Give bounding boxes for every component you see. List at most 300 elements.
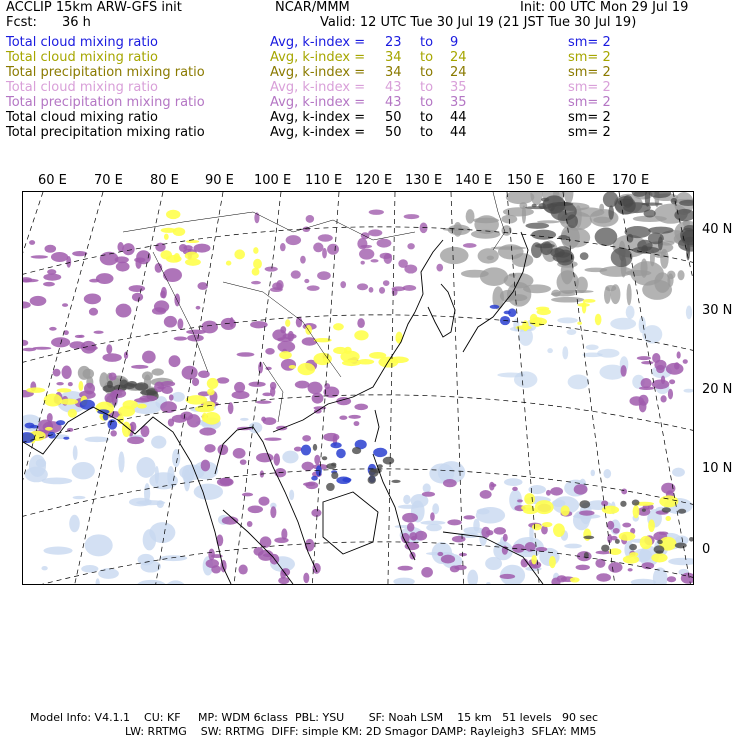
legend-sm: sm= 2 — [568, 95, 611, 110]
lon-label: 100 E — [254, 173, 292, 188]
cloud-light-blue — [547, 348, 553, 353]
precip-magenta — [93, 331, 103, 334]
precip-magenta — [69, 341, 85, 349]
precip-magenta — [281, 359, 296, 371]
precip-magenta — [242, 493, 253, 497]
convective-cell — [620, 501, 626, 507]
legend-sm: sm= 2 — [568, 50, 611, 65]
precip-magenta — [248, 505, 263, 513]
cloud-light-blue — [626, 306, 635, 319]
precip-magenta — [447, 519, 461, 525]
precip-magenta — [23, 301, 31, 308]
cloud-blue — [330, 442, 341, 448]
legend-k2: 24 — [450, 50, 467, 65]
precip-magenta — [348, 415, 361, 419]
precip-magenta — [621, 489, 627, 495]
convective-cell — [326, 483, 335, 491]
legend-name: Total precipitation mixing ratio — [6, 95, 205, 110]
cloud-light-blue — [603, 469, 611, 478]
cloud-blue — [490, 305, 500, 309]
valid-time: Valid: 12 UTC Tue 30 Jul 19 (21 JST Tue 30 Jul 19) — [320, 15, 637, 30]
cloud-blue — [56, 420, 65, 425]
precip-magenta — [272, 282, 282, 290]
map-canvas — [23, 192, 693, 584]
precip-magenta — [452, 536, 466, 543]
precip-magenta — [536, 547, 548, 552]
precip-magenta — [256, 400, 272, 403]
precip-magenta — [247, 521, 253, 527]
precip-magenta — [574, 484, 588, 495]
cloud-yellow — [357, 359, 374, 364]
precip-magenta — [116, 304, 132, 318]
precip-magenta — [106, 344, 112, 354]
legend-avg: Avg, k-index = — [270, 95, 366, 110]
cloud-yellow — [369, 352, 386, 359]
cloud-dark-gray — [525, 206, 551, 209]
precip-magenta — [318, 234, 333, 241]
legend-name: Total cloud mixing ratio — [6, 50, 159, 65]
precip-magenta — [613, 528, 620, 534]
cloud-yellow — [619, 532, 636, 541]
precip-magenta — [608, 562, 622, 573]
precip-magenta — [517, 499, 523, 502]
legend-sm: sm= 2 — [568, 35, 611, 50]
precip-magenta — [265, 266, 278, 271]
cloud-yellow — [226, 261, 231, 266]
convective-cell — [368, 476, 376, 484]
precip-magenta — [233, 448, 246, 459]
precip-magenta — [314, 455, 320, 465]
precip-magenta — [288, 331, 294, 342]
cloud-yellow — [60, 399, 79, 405]
precip-magenta — [272, 329, 286, 340]
precip-magenta — [108, 372, 116, 380]
cloud-dark-gray — [535, 243, 555, 248]
cloud-dark-gray — [580, 252, 589, 260]
precip-magenta — [405, 542, 420, 550]
convective-cell — [383, 457, 394, 465]
precip-magenta — [546, 490, 551, 496]
precip-magenta — [131, 365, 148, 369]
precip-magenta — [238, 565, 247, 575]
cloud-dark-gray — [531, 230, 556, 240]
precip-magenta — [311, 509, 321, 517]
cloud-yellow — [595, 314, 602, 326]
legend-to: to — [420, 80, 434, 95]
cloud-yellow — [78, 381, 83, 391]
precip-magenta — [43, 282, 55, 287]
precip-magenta — [302, 337, 318, 345]
precip-magenta — [369, 287, 374, 293]
cloud-gray — [491, 246, 527, 249]
cloud-light-blue — [473, 519, 480, 532]
precip-magenta — [265, 348, 275, 355]
cloud-blue — [80, 400, 95, 410]
cloud-dark-gray — [595, 228, 618, 246]
cloud-gray — [461, 270, 489, 278]
cloud-gray — [590, 209, 619, 227]
cloud-gray — [478, 248, 499, 263]
precip-magenta — [369, 210, 384, 215]
convective-cell — [352, 447, 361, 454]
precip-magenta — [500, 574, 516, 579]
precip-magenta — [481, 527, 490, 538]
cloud-yellow — [173, 227, 186, 236]
cloud-light-blue — [118, 451, 124, 472]
cloud-light-blue — [85, 534, 113, 556]
precip-magenta — [84, 383, 95, 395]
cloud-gray — [610, 284, 620, 304]
cloud-gray — [551, 292, 576, 297]
precip-magenta — [359, 248, 374, 259]
cloud-yellow — [166, 210, 180, 219]
convective-cell — [331, 472, 338, 479]
cloud-dark-gray — [618, 199, 634, 207]
precip-magenta — [84, 293, 101, 304]
cloud-yellow — [207, 378, 219, 389]
cloud-yellow — [532, 524, 542, 531]
cloud-light-blue — [683, 389, 693, 393]
convective-cell — [322, 456, 327, 460]
cloud-light-blue — [668, 558, 693, 565]
cloud-yellow — [68, 409, 77, 418]
cloud-dark-gray — [641, 245, 648, 253]
legend-k1: 34 — [385, 65, 402, 80]
precip-magenta — [629, 396, 643, 406]
cloud-blue — [336, 449, 346, 459]
precip-magenta — [296, 317, 303, 328]
precip-magenta — [437, 552, 443, 556]
precip-magenta — [96, 273, 114, 284]
precip-magenta — [124, 352, 128, 359]
precip-magenta — [270, 506, 276, 518]
precip-magenta — [51, 252, 68, 262]
cloud-yellow — [623, 555, 639, 563]
forecast-label: Fcst: — [6, 15, 37, 30]
precip-magenta — [404, 214, 420, 219]
legend-k2: 44 — [450, 125, 467, 140]
cloud-yellow — [195, 405, 215, 412]
cloud-light-blue — [136, 500, 165, 505]
precip-magenta — [628, 568, 633, 571]
precip-magenta — [49, 327, 57, 331]
legend-k2: 9 — [450, 35, 459, 50]
precip-magenta — [404, 264, 417, 273]
precip-magenta — [300, 256, 306, 264]
cloud-light-blue — [393, 578, 414, 584]
precip-magenta — [621, 365, 627, 377]
lat-label: 10 N — [702, 461, 733, 476]
precip-magenta — [392, 288, 398, 296]
cloud-yellow — [166, 255, 182, 263]
precip-magenta — [489, 482, 494, 491]
cloud-yellow — [207, 389, 215, 396]
precip-magenta — [240, 459, 247, 465]
cloud-light-blue — [149, 522, 175, 543]
cloud-light-blue — [184, 469, 191, 491]
cloud-yellow — [234, 249, 245, 259]
precip-magenta — [197, 282, 208, 290]
legend-to: to — [420, 35, 434, 50]
cloud-light-blue — [137, 580, 166, 584]
cloud-gray — [506, 192, 535, 204]
model-title: ACCLIP 15km ARW-GFS init — [6, 0, 182, 15]
cloud-dark-gray — [603, 192, 618, 207]
lon-label: 110 E — [305, 173, 343, 188]
cloud-light-blue — [73, 496, 86, 499]
cloud-yellow — [535, 500, 554, 514]
cloud-yellow — [185, 252, 199, 260]
precip-magenta — [161, 386, 173, 394]
cloud-yellow — [186, 395, 208, 405]
precip-magenta — [354, 404, 368, 410]
precip-magenta — [340, 281, 346, 288]
cloud-light-blue — [610, 318, 636, 330]
precip-magenta — [641, 361, 653, 364]
lon-label: 80 E — [150, 173, 179, 188]
cloud-light-blue — [467, 570, 478, 584]
cloud-gray — [487, 256, 494, 260]
cloud-gray — [599, 266, 632, 277]
cloud-light-blue — [426, 524, 442, 531]
precip-magenta — [398, 566, 413, 571]
precip-magenta — [576, 565, 590, 571]
cloud-gray — [604, 287, 611, 304]
precip-magenta — [174, 337, 187, 341]
cloud-light-blue — [165, 580, 187, 584]
cloud-gray — [480, 267, 508, 286]
cloud-yellow — [577, 303, 590, 307]
precip-magenta — [237, 352, 255, 357]
cloud-light-blue — [562, 346, 568, 359]
precip-magenta — [550, 487, 563, 495]
coastline-south-china — [273, 312, 415, 432]
precip-magenta — [443, 479, 457, 487]
forecast-hours: 36 h — [62, 15, 91, 30]
cloud-gray — [551, 297, 584, 303]
convective-cell — [313, 444, 317, 451]
precip-magenta — [261, 417, 266, 422]
cloud-yellow — [354, 330, 368, 340]
precip-magenta — [258, 496, 269, 505]
legend-to: to — [420, 65, 434, 80]
precip-magenta — [264, 437, 281, 440]
precip-magenta — [278, 577, 289, 584]
legend-name: Total cloud mixing ratio — [6, 110, 159, 125]
precip-magenta — [339, 415, 347, 419]
cloud-light-blue — [568, 375, 589, 390]
precip-magenta — [579, 510, 595, 515]
precip-magenta — [79, 335, 85, 338]
cloud-light-blue — [564, 544, 582, 549]
precip-magenta — [31, 255, 48, 258]
legend-to: to — [420, 125, 434, 140]
cloud-yellow — [577, 322, 582, 325]
legend-avg: Avg, k-index = — [270, 65, 366, 80]
org-label: NCAR/MMM — [275, 0, 350, 15]
precip-magenta — [677, 351, 681, 358]
precip-magenta — [370, 259, 378, 262]
cloud-yellow — [553, 523, 565, 537]
precip-magenta — [556, 575, 566, 582]
cloud-dark-gray — [551, 202, 574, 206]
precip-magenta — [463, 243, 477, 248]
precip-magenta — [206, 559, 219, 568]
cloud-light-blue — [591, 470, 596, 477]
cloud-yellow — [344, 347, 352, 354]
precip-magenta — [192, 378, 199, 386]
legend-k2: 44 — [450, 110, 467, 125]
cloud-dark-gray — [611, 248, 633, 267]
cloud-yellow — [609, 548, 621, 555]
precip-magenta — [607, 521, 614, 530]
cloud-yellow — [561, 505, 570, 515]
precip-magenta — [234, 382, 245, 393]
precip-magenta — [43, 274, 61, 281]
cloud-light-blue — [137, 457, 156, 478]
precip-magenta — [30, 296, 47, 306]
legend-k1: 43 — [385, 80, 402, 95]
cloud-dark-gray — [525, 223, 549, 229]
precip-magenta — [291, 270, 301, 278]
cloud-gray — [152, 368, 164, 375]
cloud-yellow — [333, 323, 344, 330]
lon-label: 60 E — [38, 173, 67, 188]
longitude-line — [388, 192, 395, 584]
cloud-yellow — [202, 413, 208, 422]
precip-magenta — [160, 291, 166, 299]
precip-magenta — [313, 243, 323, 253]
cloud-light-blue — [486, 582, 490, 584]
cloud-light-blue — [141, 560, 161, 572]
legend-avg: Avg, k-index = — [270, 110, 366, 125]
cloud-blue — [342, 478, 351, 482]
cloud-yellow — [313, 353, 331, 365]
cloud-light-blue — [172, 392, 185, 402]
precip-magenta — [454, 565, 466, 570]
lon-label: 160 E — [558, 173, 596, 188]
precip-magenta — [317, 271, 331, 280]
precip-magenta — [661, 376, 665, 385]
precip-magenta — [62, 365, 72, 378]
precip-magenta — [361, 232, 370, 239]
precip-magenta — [668, 389, 673, 400]
precip-magenta — [357, 318, 365, 328]
map-panel — [22, 191, 694, 585]
cloud-gray — [440, 247, 469, 264]
coastline-borneo — [323, 492, 378, 554]
cloud-light-blue — [43, 547, 72, 555]
precip-magenta — [654, 360, 666, 370]
lon-label: 170 E — [612, 173, 650, 188]
cloud-dark-gray — [608, 205, 614, 219]
precip-magenta — [307, 285, 320, 290]
precip-magenta — [230, 317, 234, 327]
cloud-yellow — [651, 553, 667, 562]
precip-magenta — [187, 414, 201, 427]
lat-label: 0 — [702, 542, 711, 557]
precip-magenta — [305, 539, 315, 552]
precip-magenta — [667, 576, 676, 582]
precip-magenta — [32, 347, 51, 350]
precip-magenta — [127, 436, 144, 444]
precip-magenta — [308, 382, 323, 395]
legend-k1: 43 — [385, 95, 402, 110]
cloud-light-blue — [69, 515, 80, 533]
precip-magenta — [304, 279, 309, 283]
precip-magenta — [44, 245, 56, 253]
precip-magenta — [110, 430, 116, 436]
precip-magenta — [201, 460, 210, 472]
cloud-yellow — [252, 268, 260, 276]
cloud-light-blue — [151, 436, 166, 449]
precip-magenta — [270, 382, 276, 390]
legend-name: Total precipitation mixing ratio — [6, 125, 205, 140]
cloud-yellow — [570, 577, 580, 582]
precip-magenta — [361, 261, 365, 265]
cloud-dark-gray — [658, 237, 663, 251]
convective-cell — [654, 545, 665, 553]
legend-sm: sm= 2 — [568, 65, 611, 80]
cloud-yellow — [305, 325, 312, 335]
precip-magenta — [368, 229, 382, 236]
precip-magenta — [512, 487, 518, 491]
cloud-yellow — [583, 299, 596, 303]
precip-magenta — [164, 316, 177, 328]
cloud-blue — [508, 308, 516, 317]
precip-magenta — [163, 268, 182, 282]
legend-avg: Avg, k-index = — [270, 50, 366, 65]
precip-magenta — [251, 281, 261, 284]
cloud-light-blue — [282, 451, 298, 464]
cloud-dark-gray — [558, 235, 568, 240]
precip-magenta — [169, 394, 174, 400]
precip-magenta — [323, 433, 339, 441]
precip-magenta — [199, 428, 216, 436]
lat-label: 40 N — [702, 222, 733, 237]
precip-magenta — [129, 285, 146, 292]
legend-to: to — [420, 110, 434, 125]
legend-to: to — [420, 50, 434, 65]
legend-avg: Avg, k-index = — [270, 80, 366, 95]
cloud-yellow — [542, 522, 553, 527]
legend-k1: 23 — [385, 35, 402, 50]
precip-magenta — [204, 444, 215, 453]
cloud-yellow — [285, 319, 290, 327]
precip-magenta — [661, 483, 675, 494]
precip-magenta — [273, 453, 280, 465]
precip-magenta — [380, 253, 392, 259]
cloud-dark-gray — [644, 209, 656, 217]
lat-label: 20 N — [702, 382, 733, 397]
precip-magenta — [248, 382, 265, 387]
precip-magenta — [360, 245, 372, 248]
precip-magenta — [436, 264, 443, 272]
cloud-yellow — [633, 505, 640, 518]
precip-magenta — [177, 318, 183, 329]
precip-magenta — [274, 537, 288, 543]
cloud-blue — [316, 465, 322, 476]
convective-cell — [583, 536, 594, 540]
precip-magenta — [377, 239, 392, 248]
precip-magenta — [379, 287, 385, 294]
legend-sm: sm= 2 — [568, 110, 611, 125]
precip-magenta — [480, 490, 492, 499]
precip-magenta — [503, 534, 508, 542]
precip-magenta — [402, 513, 418, 523]
cloud-gray — [509, 294, 527, 301]
cloud-gray — [584, 268, 607, 273]
